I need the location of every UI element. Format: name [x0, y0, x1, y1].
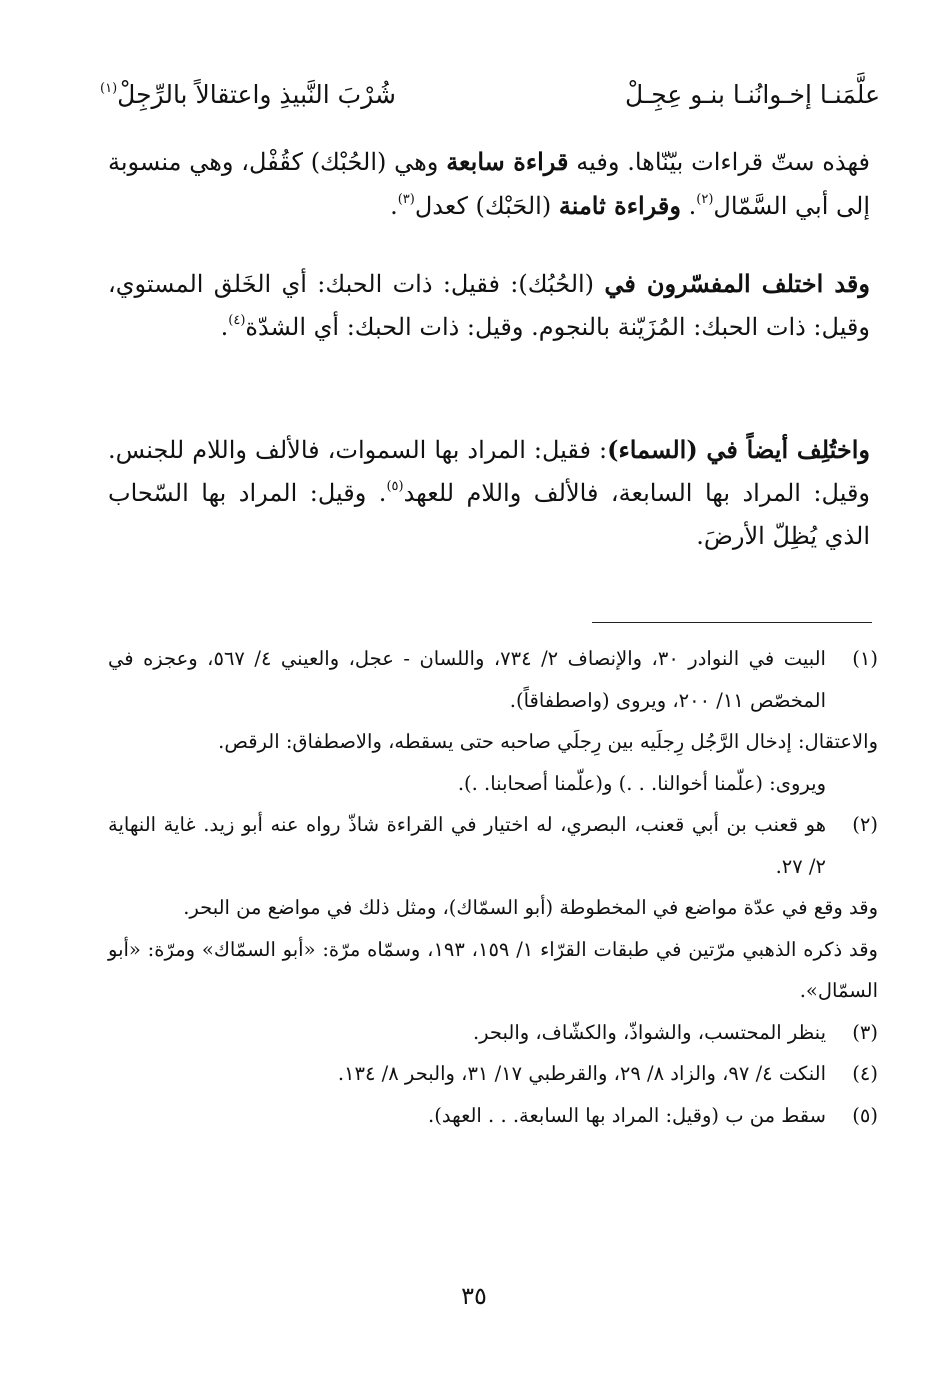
footnote-5	[108, 1095, 878, 1137]
footnote-3	[108, 1012, 878, 1054]
footnote-text: البيت في النوادر ٣٠، والإنصاف ٢/ ٧٣٤، واللسان - عجل، والعيني ٤/ ٥٦٧، وعجزه في المخصّص ١١/ ٢٠٠، ويروى (واصطفاقاً).	[108, 647, 826, 712]
footnote-text: ويروى: (علّمنا أخوالنا. . .) و(علّمنا أصحابنا. .).	[457, 771, 826, 795]
footnote-2	[108, 804, 878, 887]
footnote-1	[108, 638, 878, 721]
footnote-text: النكت ٤/ ٩٧، والزاد ٨/ ٢٩، والقرطبي ١٧/ ٣١، والبحر ٨/ ١٣٤.	[337, 1062, 826, 1085]
paragraph-interpreters: وقد اختلف المفسّرون في (الحُبُك): فقيل: ذات الحبك: أي الخَلق المستوي، وقيل: ذات الحبك: المُزَيّنة بالنجوم. وقيل: ذات الحبك: أي الشدّة$^{(٤)}$.	[108, 269, 870, 341]
footnote-number: (٢)	[852, 813, 878, 836]
footnote-ref[interactable]: (٥)	[386, 479, 404, 494]
footnote-ref[interactable]: (١)	[100, 80, 118, 96]
footnote-text: ينظر المحتسب، والشواذّ، والكشّاف، والبحر.	[472, 1020, 826, 1044]
footnote-text: هو قعنب بن أبي قعنب، البصري، له اختيار في القراءة شاذّ رواه عنه أبو زيد. غاية النهاية ٢/ ٢٧.	[108, 813, 826, 878]
footnote-text: وقد وقع في عدّة مواضع في المخطوطة (أبو السمّاك)، ومثل ذلك في مواضع من البحر.	[183, 896, 878, 919]
footnote-text: سقط من ب (وقيل: المراد بها السابعة. . . العهد).	[428, 1103, 826, 1127]
footnote-text: والاعتقال: إدخال الرَّجُل رِجلَيه بين رِجلَي صاحبه حتى يسقطه، والاصطفاق: الرقص.	[218, 730, 878, 753]
paragraph-sky: واختُلِف أيضاً في (السماء): فقيل: المراد بها السموات، فالألف واللام للجنس. وقيل: المراد بها السابعة، فالألف واللام للعهد$^{(٥)}$. وقيل: المراد بها السّحاب الذي يُظِلّ الأرضَ.	[108, 435, 871, 550]
poetry-verse	[100, 70, 880, 120]
footnote-number: (١)	[852, 647, 878, 670]
paragraph-readings: فهذه ستّ قراءات بيّنّاها. وفيه قراءة سابعة وهي (الحُبْك) كقُفْل، وهي منسوبة إلى أبي السَّمّال$^{(٢)}$. وقراءة ثامنة (الحَبْك) كعدل$^{(٣)}$.	[108, 147, 870, 220]
footnotes	[108, 638, 878, 1136]
footnote-ref[interactable]: (٣)	[397, 192, 415, 207]
footnote-ref[interactable]: (٢)	[696, 192, 714, 207]
footnote-number: (٤)	[852, 1062, 878, 1085]
footnote-separator	[592, 622, 872, 623]
footnote-number: (٣)	[852, 1020, 878, 1044]
footnote-ref[interactable]: (٤)	[228, 313, 246, 328]
footnote-number: (٥)	[852, 1103, 878, 1127]
footnote-4	[108, 1053, 878, 1095]
verse-first-hemistich: علَّمَنـا إخـوانُنـا بنـو عِجِـلْ	[624, 80, 880, 109]
footnote-text: وقد ذكره الذهبي مرّتين في طبقات القرّاء ١/ ١٥٩، ١٩٣، وسمّاه مرّة: «أبو السمّاك» ومرّة: «أبو السمّال».	[108, 937, 878, 1002]
verse-second-hemistich: شُرْبَ النَّبيذِ واعتقالاً بالرِّجِلْ$^{(١)}$	[100, 80, 396, 109]
page-number: ٣٥	[461, 1282, 487, 1310]
